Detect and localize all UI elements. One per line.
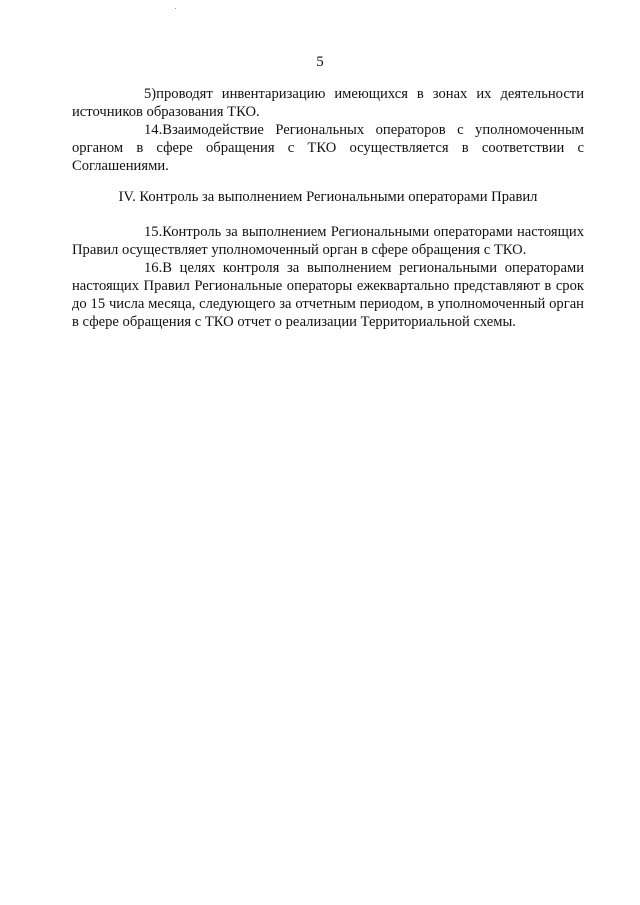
document-body-section-iv: [72, 223, 584, 331]
paragraph-14: [72, 121, 584, 175]
list-item-5: [72, 85, 584, 121]
item-number: 5): [144, 86, 157, 102]
item-number: 15.: [144, 224, 163, 240]
item-number: 16.: [144, 260, 163, 276]
item-text: Контроль за выполнением Региональными операторами настоящих Правил осуществляет уполномоченный орган в сфере обращения с ТКО.: [72, 224, 584, 258]
page-number: 5: [316, 54, 324, 70]
item-number: 14.: [144, 122, 163, 138]
item-text: проводят инвентаризацию имеющихся в зонах их деятельности источников образования ТКО.: [72, 86, 584, 120]
item-text: Взаимодействие Региональных операторов с уполномоченным органом в сфере обращения с ТКО осуществляется в соответствии с Соглашениями.: [72, 122, 584, 174]
paragraph-16: [72, 259, 584, 331]
section-heading: IV. Контроль за выполнением Региональными операторами Правил: [118, 189, 538, 205]
item-text: В целях контроля за выполнением региональными операторами настоящих Правил Региональные операторы ежеквартально представляют в срок до 15 числа месяца, следующего за отчетным периодом, в уполномоченный орган в сфере обращения с ТКО отчет о реализации Территориальной схемы.: [72, 260, 584, 330]
scan-speck: [175, 8, 176, 9]
paragraph-15: [72, 223, 584, 259]
document-body-top: [72, 85, 584, 175]
